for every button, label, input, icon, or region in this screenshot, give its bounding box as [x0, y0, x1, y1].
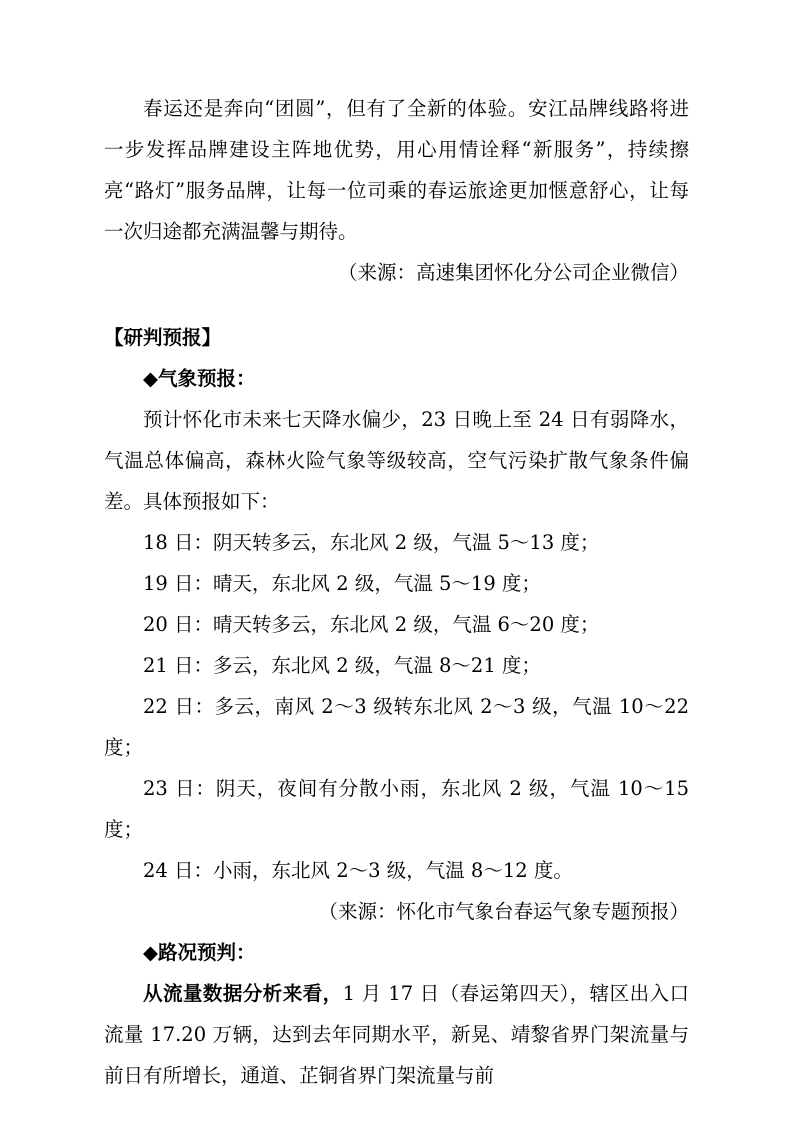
forecast-day-18: 18 日：阴天转多云，东北风 2 级，气温 5～13 度；: [143, 531, 600, 554]
section-heading-yanpan: 【研判预报】: [104, 326, 222, 349]
forecast-day-23: 23 日：阴天，夜间有分散小雨，东北风 2 级，气温 10～15 度；: [104, 777, 689, 841]
road-analysis-rest: 1 月 17 日（春运第四天），辖区出入口流量 17.20 万辆，达到去年同期水平，新晃、靖黎省界门架流量与前日有所增长，通道、芷铜省界门架流量与前: [104, 982, 689, 1087]
road-analysis-lead: 从流量数据分析来看，: [143, 982, 343, 1005]
paragraph-weather-summary: 预计怀化市未来七天降水偏少，23 日晚上至 24 日有弱降水，气温总体偏高，森林火险气象等级较高，空气污染扩散气象条件偏差。具体预报如下：: [104, 408, 689, 513]
subheading-weather-forecast: ◆气象预报：: [143, 367, 256, 390]
forecast-day-20: 20 日：晴天转多云，东北风 2 级，气温 6～20 度；: [143, 613, 600, 636]
forecast-day-21: 21 日：多云，东北风 2 级，气温 8～21 度；: [143, 654, 541, 677]
document-body: [104, 88, 689, 1096]
forecast-day-24: 24 日：小雨，东北风 2～3 级，气温 8～12 度。: [143, 859, 573, 882]
forecast-day-19: 19 日：晴天，东北风 2 级，气温 5～19 度；: [143, 572, 541, 595]
paragraph-chunyun-intro: 春运还是奔向“团圆”，但有了全新的体验。安江品牌线路将进一步发挥品牌建设主阵地优势，用心用情诠释“新服务”，持续擦亮“路灯”服务品牌，让每一位司乘的春运旅途更加惬意舒心，让每一次归途都充满温馨与期待。: [104, 97, 689, 243]
section-spacer-1: [104, 293, 689, 317]
source-line-2: （来源：怀化市气象台春运气象专题预报）: [318, 900, 689, 923]
source-line-1: （来源：高速集团怀化分公司企业微信）: [337, 261, 689, 284]
subheading-road-forecast: ◆路况预判：: [143, 941, 256, 964]
forecast-day-22: 22 日：多云，南风 2～3 级转东北风 2～3 级，气温 10～22 度；: [104, 695, 689, 759]
paragraph-road-analysis: [104, 973, 689, 1096]
